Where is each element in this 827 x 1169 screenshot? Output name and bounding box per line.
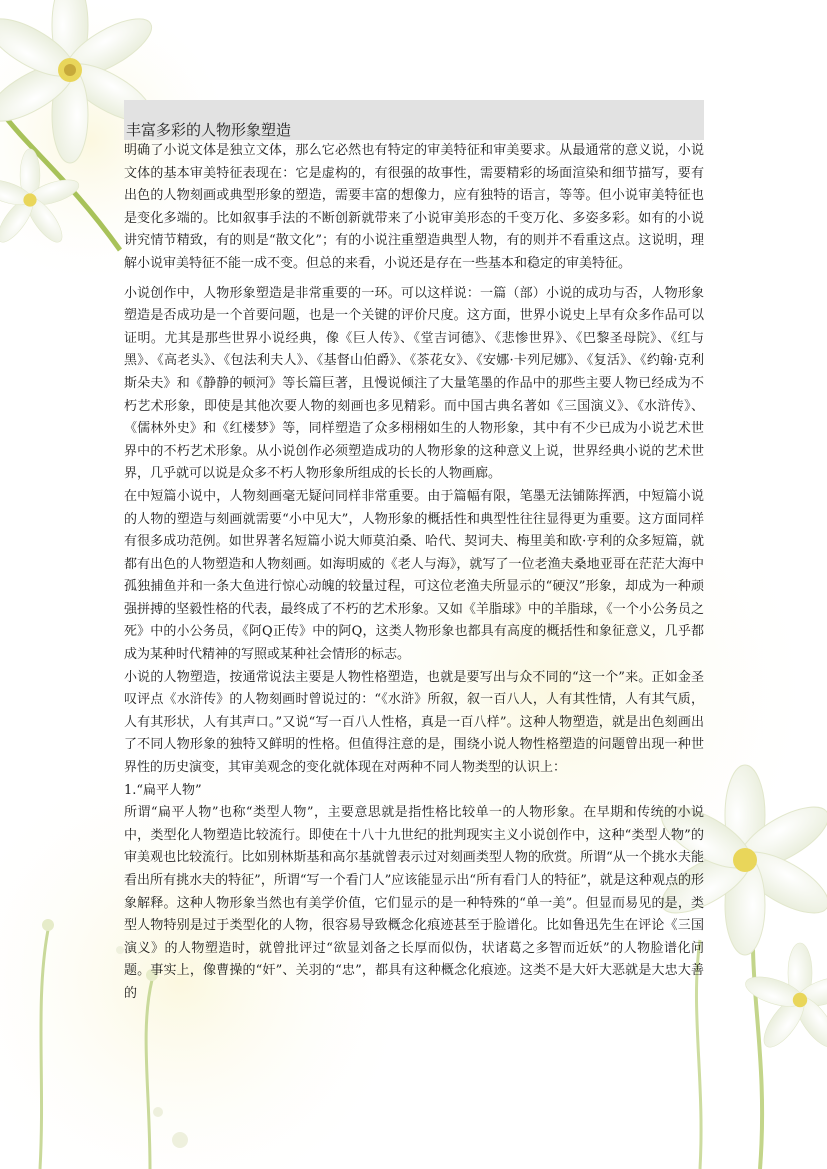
paragraph-5: 所谓“扁平人物”也称“类型人物”，主要意思就是指性格比较单一的人物形象。在早期和传统的小说中，类型化人物塑造比较流行。即使在十八十九世纪的批判现实主义小说创作中，这种“类型人物”的审美观也比较流行。比如别林斯基和高尔基就曾表示过对刻画类型人物的欣赏。所谓“从一个挑水夫能看出所有挑水夫的特征”，所谓“写一个看门人”应该能显示出“所有看门人的特征”，就是这种观点的形象解释。这种人物形象当然也有美学价值，它们显示的是一种特殊的“单一美”。但显而易见的是，类型人物特别是过于类型化的人物，很容易导致概念化痕迹甚至于脸谱化。比如鲁迅先生在评论《三国演义》的人物塑造时，就曾批评过“欲显刘备之长厚而似伪，状诸葛之多智而近妖”的人物脸谱化问题。事实上，像曹操的“奸”、关羽的“忠”，都具有这种概念化痕迹。这类不是大奸大恶就是大忠大善的 [124,805,704,1001]
paragraph-2: 小说创作中，人物形象塑造是非常重要的一环。可以这样说：一篇（部）小说的成功与否，人物形象塑造是否成功是一个首要问题，也是一个关键的评价尺度。这方面，世界小说史上早有众多作品可以证明。尤其是那些世界小说经典，像《巨人传》、《堂吉诃德》、《悲惨世界》、《巴黎圣母院》、《红与黑》、《高老头》、《包法利夫人》、《基督山伯爵》、《茶花女》、《安娜·卡列尼娜》、《复活》、《约翰·克利斯朵夫》和《静静的顿河》等长篇巨著，且慢说倾注了大量笔墨的作品中的那些主要人物已经成为不朽艺术形象，即使是其他次要人物的刻画也多见精彩。而中国古典名著如《三国演义》、《水浒传》、《儒林外史》和《红楼梦》等，同样塑造了众多栩栩如生的人物形象，其中有不少已成为小说艺术世界中的不朽艺术形象。从小说创作必须塑造成功的人物形象的这种意义上说，世界经典小说的艺术世界，几乎就可以说是众多不朽人物形象所组成的长长的人物画廊。 [124,285,704,482]
paragraph-4: 小说的人物塑造，按通常说法主要是人物性格塑造，也就是要写出与众不同的“这一个”来。正如金圣叹评点《水浒传》的人物刻画时曾说过的：“《水浒》所叙，叙一百八人，人有其性情，人有其气质，人有其形状，人有其声口。”又说“写一百八人性格，真是一百八样”。这种人物塑造，就是出色刻画出了不同人物形象的独特又鲜明的性格。但值得注意的是，围绕小说人物性格塑造的问题曾出现一种世界性的历史演变，其审美观念的变化就体现在对两种不同人物类型的认识上： [124,669,704,776]
document-page [124,100,704,1006]
section-heading: 1.“扁平人物” [124,782,202,798]
page-title: 丰富多彩的人物形象塑造 [126,121,292,139]
paragraph-3: 在中短篇小说中，人物刻画毫无疑问同样非常重要。由于篇幅有限，笔墨无法铺陈挥洒，中短篇小说的人物的塑造与刻画就需要“小中见大”，人物形象的概括性和典型性往往显得更为重要。这方面同样有很多成功范例。如世界著名短篇小说大师莫泊桑、哈代、契诃夫、梅里美和欧·亨利的众多短篇，就都有出色的人物塑造和人物刻画。如海明威的《老人与海》，就写了一位老渔夫桑地亚哥在茫茫大海中孤独捕鱼并和一条大鱼进行惊心动魄的较量过程，可这位老渔夫所显示的“硬汉”形象，却成为一种顽强拼搏的坚毅性格的代表，最终成了不朽的艺术形象。又如《羊脂球》中的羊脂球，《一个小公务员之死》中的小公务员，《阿Q正传》中的阿Q，这类人物形象也都具有高度的概括性和象征意义，几乎都成为某种时代精神的写照或某种社会情形的标志。 [124,488,704,663]
title-bar [124,100,704,140]
paragraph-1: 明确了小说文体是独立文体，那么它必然也有特定的审美特征和审美要求。从最通常的意义说，小说文体的基本审美特征表现在：它是虚构的，有很强的故事性，需要精彩的场面渲染和细节描写，要有出色的人物刻画或典型形象的塑造，需要丰富的想像力，应有独特的语言，等等。但小说审美特征也是变化多端的。比如叙事手法的不断创新就带来了小说审美形态的千变万化、多姿多彩。如有的小说讲究情节精致，有的则是“散文化”；有的小说注重塑造典型人物，有的则并不看重这点。这说明，理解小说审美特征不能一成不变。但总的来看，小说还是存在一些基本和稳定的审美特征。 [124,143,704,271]
